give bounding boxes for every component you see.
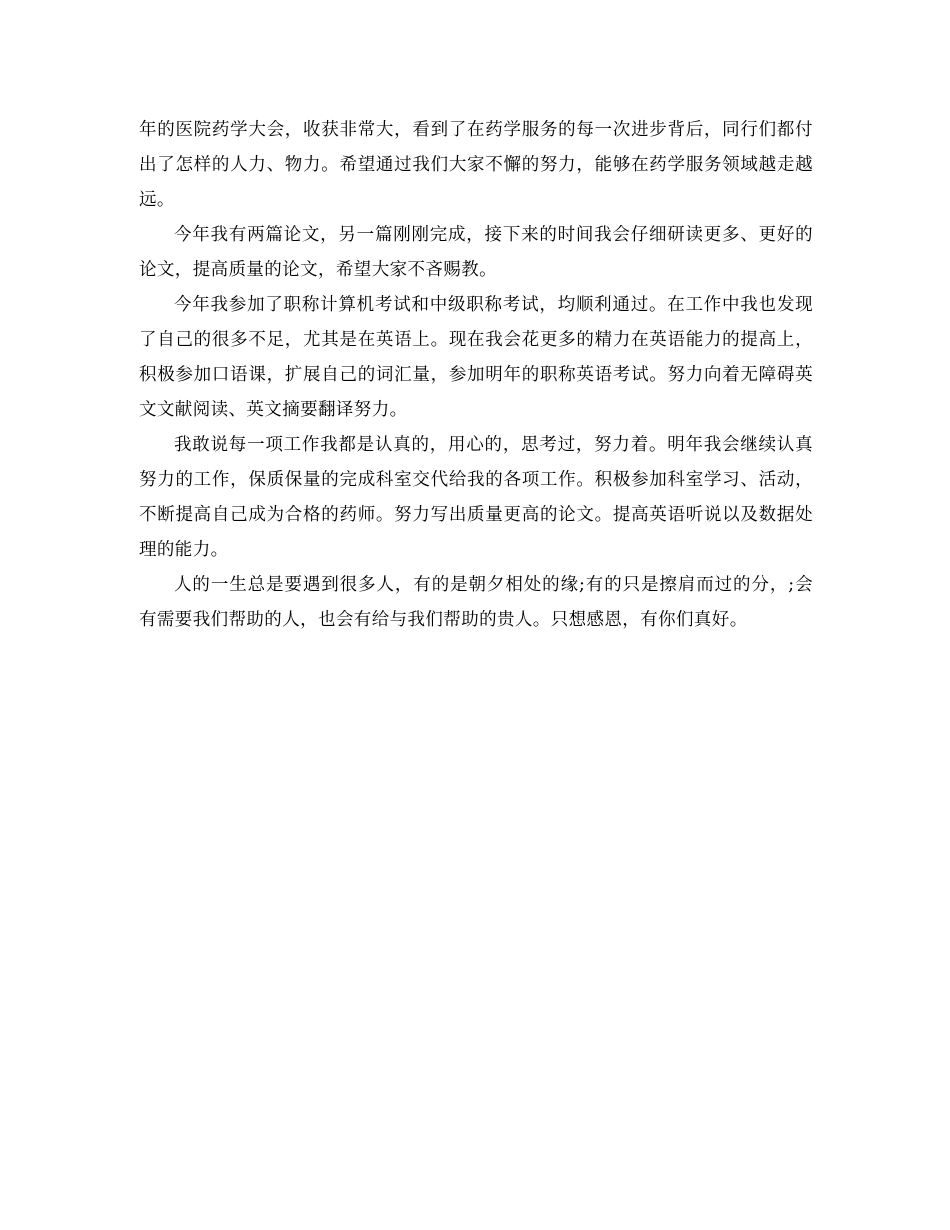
paragraph-papers: 今年我有两篇论文，另一篇刚刚完成，接下来的时间我会仔细研读更多、更好的论文，提高质量的论文，希望大家不吝赐教。 <box>139 225 813 280</box>
paragraph-work-plan: 我敢说每一项工作我都是认真的，用心的，思考过，努力着。明年我会继续认真努力的工作，保质保量的完成科室交代给我的各项工作。积极参加科室学习、活动，不断提高自己成为合格的药师。努力写出质量更高的论文。提高英语听说以及数据处理的能力。 <box>139 435 813 560</box>
document-body <box>139 113 813 638</box>
paragraph-exams: 今年我参加了职称计算机考试和中级职称考试，均顺利通过。在工作中我也发现了自己的很多不足，尤其是在英语上。现在我会花更多的精力在英语能力的提高上，积极参加口语课，扩展自己的词汇量，参加明年的职称英语考试。努力向着无障碍英文文献阅读、英文摘要翻译努力。 <box>139 295 813 420</box>
paragraph-gratitude: 人的一生总是要遇到很多人，有的是朝夕相处的缘;有的只是擦肩而过的分，;会有需要我们帮助的人，也会有给与我们帮助的贵人。只想感恩，有你们真好。 <box>139 575 813 630</box>
paragraph-continuation: 年的医院药学大会，收获非常大，看到了在药学服务的每一次进步背后，同行们都付出了怎样的人力、物力。希望通过我们大家不懈的努力，能够在药学服务领域越走越远。 <box>139 120 813 210</box>
